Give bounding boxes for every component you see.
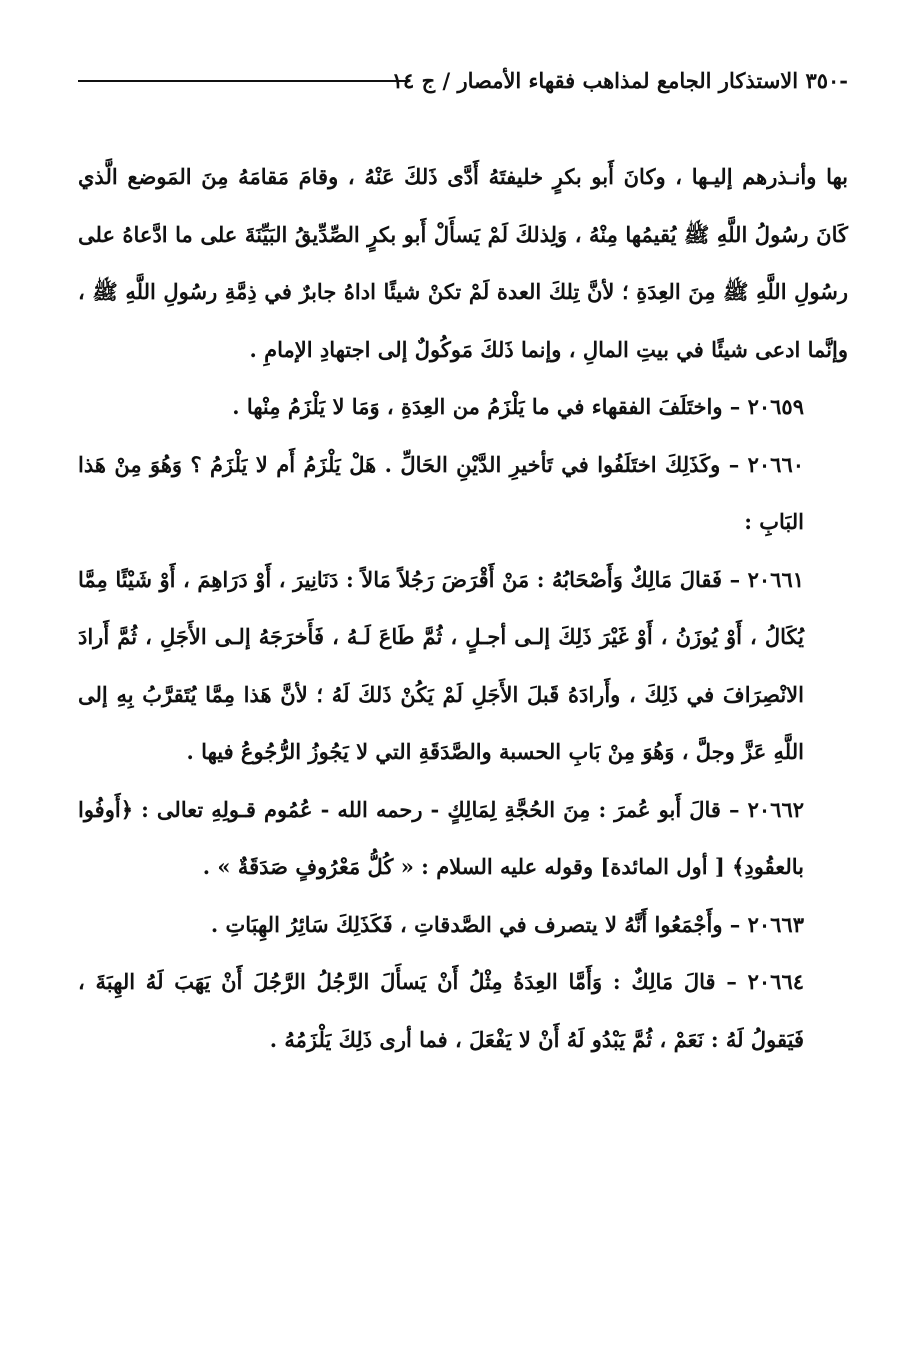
number-separator: – — [728, 451, 740, 477]
paragraph-number: ٢٠٦٦٤ — [747, 969, 805, 994]
number-separator: – — [729, 566, 741, 592]
paragraph-number: ٢٠٦٦٠ — [747, 451, 805, 477]
number-separator: – — [729, 911, 741, 937]
paragraph-text: قالَ أَبو عُمرَ : مِنَ الحُجَّةِ لِمَالِكٍ - رحمه الله - عُمُوم قـولِهِ تعالى : ﴿أَوفُوا بالعقُودِ﴾ [ أول المائدة] وقوله عليه السلام : « كُلُّ مَعْرُوفٍ صَدَقَةٌ » . — [78, 796, 804, 879]
paragraph-number: ٢٠٦٦٢ — [747, 796, 805, 822]
page-body — [78, 148, 848, 1068]
paragraph-number: ٢٠٦٦٣ — [747, 911, 804, 937]
number-separator: – — [729, 394, 741, 419]
paragraph-20659 — [78, 378, 848, 436]
running-header — [78, 66, 848, 100]
paragraph-20662 — [78, 781, 848, 896]
paragraph-20663 — [78, 896, 848, 954]
number-separator: – — [729, 796, 740, 822]
paragraph-20661 — [78, 551, 848, 781]
paragraph-text: واختَلَفَ الفقهاء في ما يَلْزَمُ من العِدَةِ ، وَمَا لا يَلْزَمُ مِنْها . — [232, 394, 723, 419]
paragraph-text: بها وأنـذرهم إليـها ، وكانَ أَبو بكرٍ خليفتَهُ أَدَّى ذَلكَ عَنْهُ ، وقامَ مَقامَهُ مِنَ المَوضع الَّذي كَانَ رسُولُ اللَّهِ ﷺ يُقيمُها مِنْهُ ، وَلِذلكَ لَمْ يَسأَلْ أَبو بكرٍ الصِّدِّيقُ البَيِّنَةَ على ما ادَّعاهُ على رسُولِ اللَّهِ ﷺ مِنَ العِدَةِ ؛ لأنَّ تِلكَ العدة لَمْ تكنْ شيئًا اداهُ جابرٌ في ذِمَّةِ رسُولِ اللَّهِ ﷺ ، وإنَّما ادعى شيئًا في بيتِ المالِ ، وإنما ذَلكَ مَوكُولٌ إلى اجتهادِ الإمامِ . — [78, 164, 848, 362]
paragraph-number: ٢٠٦٥٩ — [747, 394, 804, 419]
paragraph-20660 — [78, 436, 848, 551]
header-rule — [78, 80, 408, 82]
paragraph-text: قالَ مَالِكٌ : وَأَمَّا العِدَةُ مِثْلُ أَنْ يَسأَلَ الرَّجُلُ الرَّجُلَ أَنْ يَهَبَ لَهُ الهِبَةَ ، فَيَقولُ لَهُ : نَعَمْ ، ثُمَّ يَبْدُو لَهُ أَنْ لا يَفْعَلَ ، فما أرى ذَلِكَ يَلْزَمُهُ . — [78, 969, 804, 1052]
paragraph-number: ٢٠٦٦١ — [747, 566, 805, 592]
paragraph-continuation — [78, 148, 848, 378]
paragraph-20664 — [78, 953, 848, 1068]
paragraph-text: وكَذَلِكَ اختَلَفُوا في تَأخيرِ الدَّيْنِ الحَالِّ . هَلْ يَلْزَمُ أَم لا يَلْزَمُ ؟ وَهُوَ مِنْ هَذا البَابِ : — [78, 451, 804, 534]
paragraph-text: فَقالَ مَالِكٌ وَأَصْحَابُهُ : مَنْ أَقْرَضَ رَجُلاً مَالاً : دَنَانِيرَ ، أَوْ دَرَاهِمَ ، أَوْ شَيْئًا مِمَّا يُكَالُ ، أَوْ يُوزَنُ ، أَوْ غَيْرَ ذَلِكَ إلـى أجـلٍ ، ثُمَّ طَاعَ لَـهُ ، فَأَخرَجَهُ إلـى الأَجَلِ ، ثُمَّ أَرادَ الانْصِرَافَ في ذَلِكَ ، وأَرادَهُ قَبلَ الأَجَلِ لَمْ يَكُنْ ذَلكَ لَهُ ؛ لأنَّ هَذا مِمَّا يُتَقرَّبُ بِهِ إلى اللَّهِ عَزَّ وجلَّ ، وَهُوَ مِنْ بَابِ الحسبة والصَّدَقَةِ التي لا يَجُوزُ الرُّجُوعُ فيها . — [78, 566, 804, 764]
header-title: -٣٥٠ الاستذكار الجامع لمذاهب فقهاء الأمصار / ج ١٤ — [391, 68, 848, 93]
number-separator: – — [726, 969, 737, 994]
paragraph-text: وأَجْمَعُوا أَنَّهُ لا يتصرف في الصَّدقاتِ ، فَكَذَلِكَ سَائِرُ الهِبَاتِ . — [210, 911, 723, 937]
